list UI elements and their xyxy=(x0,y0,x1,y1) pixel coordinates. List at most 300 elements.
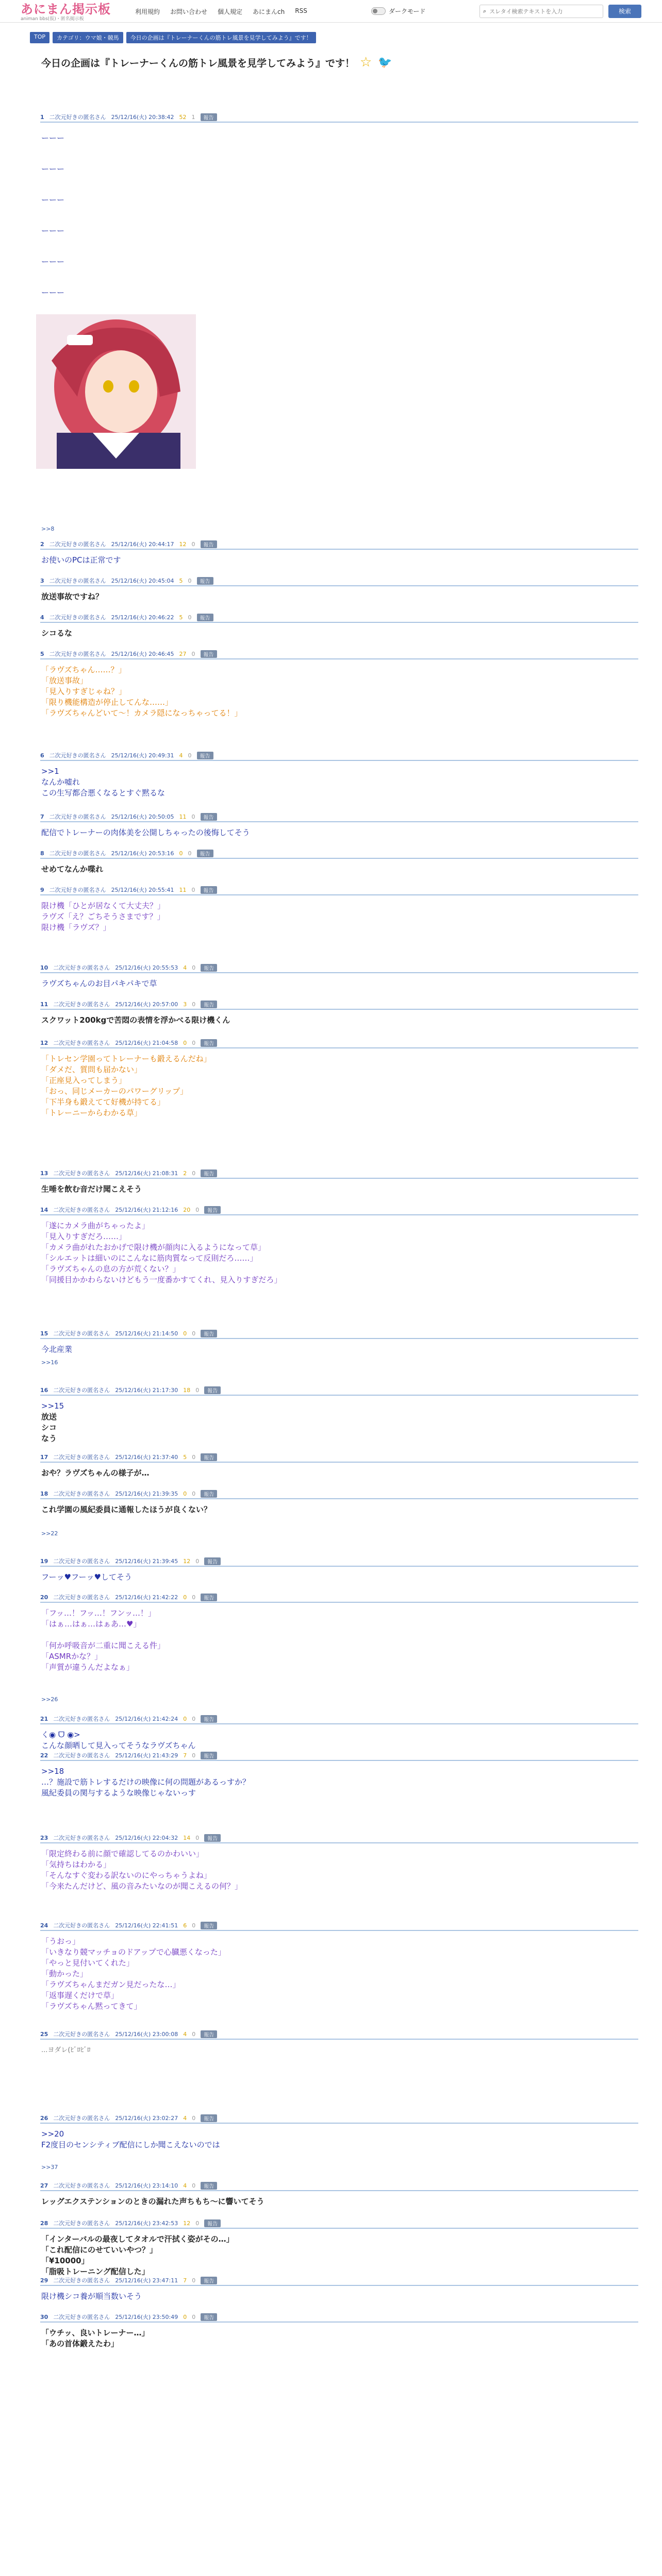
poster-name: 二次元好きの匿名さん xyxy=(53,1752,110,1759)
bad-count[interactable]: 0 xyxy=(191,540,195,548)
report-button[interactable]: 報告 xyxy=(201,2114,217,2122)
poster-name: 二次元好きの匿名さん xyxy=(53,2277,110,2284)
good-count[interactable]: 4 xyxy=(183,2030,187,2038)
post-number[interactable]: 8 xyxy=(40,850,44,857)
poster-name: 二次元好きの匿名さん xyxy=(53,1490,110,1497)
post-line: 「ラヴズちゃんの息の方が荒くない？」 xyxy=(41,1264,180,1274)
report-button[interactable]: 報告 xyxy=(201,1453,217,1461)
post-line: 「ラヴズちゃんどいて〜！カメラ隠になっちゃってる！」 xyxy=(41,708,242,718)
poster-name: 二次元好きの匿名さん xyxy=(53,1716,110,1722)
post-line: >>1 xyxy=(41,767,59,776)
poster-name: 二次元好きの匿名さん xyxy=(53,1387,110,1394)
post-line: 「放送事故」 xyxy=(41,676,88,685)
post-line: ーーー xyxy=(41,226,65,235)
post-number[interactable]: 2 xyxy=(40,540,44,548)
site-logo[interactable] xyxy=(21,2,111,22)
post-header xyxy=(40,1489,638,1499)
post-line: 「動かった」 xyxy=(41,1969,88,1978)
poster-name: 二次元好きの匿名さん xyxy=(49,651,106,657)
post-line: 「インターバルの最夜してタオルで汗拭く姿がその…」 xyxy=(41,2234,234,2244)
report-button[interactable]: 報告 xyxy=(201,2182,217,2190)
bad-count[interactable]: 0 xyxy=(192,1752,196,1759)
top-nav xyxy=(135,7,307,16)
bad-count[interactable]: 0 xyxy=(191,886,195,893)
post-line: 「声質が違うんだよなぁ」 xyxy=(41,1663,135,1672)
logo-subtitle: animan bbs(仮)・匿名掲示板 xyxy=(21,16,84,22)
post-line: 今北産業 xyxy=(41,1345,73,1354)
post-line: これ学園の風紀委員に通報したほうが良くない？ xyxy=(41,1505,212,1514)
post-line: 「気持ちはわかる」 xyxy=(41,1860,111,1869)
poster-name: 二次元好きの匿名さん xyxy=(53,1922,110,1929)
good-count[interactable]: 0 xyxy=(183,1715,187,1722)
good-count[interactable]: 0 xyxy=(183,1594,187,1601)
report-button[interactable]: 報告 xyxy=(201,1039,217,1047)
post-date: 25/12/16(火) 20:44:17 xyxy=(111,541,174,548)
post-line: く◉ ᗜ ◉> xyxy=(41,1730,80,1739)
post-number[interactable]: 27 xyxy=(40,2182,48,2189)
crumb-thread[interactable]: 今日の企画は『トレーナーくんの筋トレ風景を見学してみよう』です！ xyxy=(126,32,316,43)
reply-link[interactable]: >>8 xyxy=(41,526,55,532)
post-line: 「ASMRかな？」 xyxy=(41,1652,103,1661)
post-date: 25/12/16(火) 21:43:29 xyxy=(115,1752,178,1759)
poster-name: 二次元好きの匿名さん xyxy=(49,887,106,893)
post-line: 限け機シコ養が順当数いそう xyxy=(41,2292,142,2301)
post-number[interactable]: 28 xyxy=(40,2219,48,2227)
report-button[interactable]: 報告 xyxy=(201,113,217,121)
bad-count[interactable]: 0 xyxy=(188,752,192,759)
logo-title: あにまん掲示板 xyxy=(21,2,111,16)
poster-name: 二次元好きの匿名さん xyxy=(53,1040,110,1046)
nav-rss[interactable]: RSS xyxy=(295,7,307,14)
post-line: シコ xyxy=(41,1423,57,1432)
post-date: 25/12/16(火) 20:38:42 xyxy=(111,114,174,121)
poster-name: 二次元好きの匿名さん xyxy=(53,1558,110,1565)
post-number[interactable]: 14 xyxy=(40,1206,48,1213)
post-line: 「遂にカメラ曲がちゃったよ」 xyxy=(41,1221,150,1230)
poster-name: 二次元好きの匿名さん xyxy=(53,1001,110,1008)
post-header xyxy=(40,751,638,761)
poster-name: 二次元好きの匿名さん xyxy=(49,814,106,820)
report-button[interactable]: 報告 xyxy=(201,1715,217,1723)
post-line: スクワット200kgで苦悶の表情を浮かべる限け機くん xyxy=(41,1015,230,1025)
search-input[interactable] xyxy=(489,8,592,15)
report-button[interactable]: 報告 xyxy=(204,1206,221,1214)
post-line: 「正座見入ってしまう」 xyxy=(41,1076,127,1085)
post-number[interactable]: 9 xyxy=(40,886,44,893)
post-number[interactable]: 13 xyxy=(40,1170,48,1177)
nav-animanch[interactable]: あにまんch xyxy=(253,8,285,15)
post-line: 放送 xyxy=(41,1412,57,1421)
twitter-icon[interactable]: 🐦 xyxy=(378,56,392,69)
bad-count[interactable]: 0 xyxy=(192,2182,196,2189)
post-date: 25/12/16(火) 21:39:35 xyxy=(115,1490,178,1497)
post-date: 25/12/16(火) 22:41:51 xyxy=(115,1922,178,1929)
bad-count[interactable]: 0 xyxy=(195,2219,200,2227)
post-line: 「うおっ」 xyxy=(41,1937,80,1946)
post-number[interactable]: 21 xyxy=(40,1715,48,1722)
post-number[interactable]: 29 xyxy=(40,2277,48,2284)
good-count[interactable]: 27 xyxy=(179,650,187,657)
post-line: 「見入りすぎだろ……」 xyxy=(41,1232,127,1241)
star-icon[interactable]: ☆ xyxy=(360,55,372,70)
post-line: 「おっ、同じメーカーのパワーグリップ」 xyxy=(41,1087,188,1096)
poster-name: 二次元好きの匿名さん xyxy=(53,1835,110,1841)
post-line: ーーー xyxy=(41,195,65,205)
report-button[interactable]: 報告 xyxy=(201,964,217,972)
bad-count[interactable]: 1 xyxy=(191,113,195,121)
post-header xyxy=(40,1452,638,1463)
post-line: 「シルエットは細いのにこんなに筋肉質なって反則だろ……」 xyxy=(41,1253,258,1263)
report-button[interactable]: 報告 xyxy=(201,2277,217,2284)
bad-count[interactable]: 0 xyxy=(192,964,196,971)
post-date: 25/12/16(火) 21:17:30 xyxy=(115,1387,178,1394)
reply-link[interactable]: >>26 xyxy=(41,1696,58,1703)
bad-count[interactable]: 0 xyxy=(195,1834,200,1841)
post-header xyxy=(40,849,638,859)
bad-count[interactable]: 0 xyxy=(192,1594,196,1601)
poster-name: 二次元好きの匿名さん xyxy=(53,2115,110,2122)
bad-count[interactable]: 0 xyxy=(195,1557,200,1565)
report-button[interactable]: 報告 xyxy=(201,1490,217,1498)
good-count[interactable]: 11 xyxy=(179,813,187,820)
report-button[interactable]: 報告 xyxy=(197,577,213,585)
post-line: >>15 xyxy=(41,1401,64,1411)
post-date: 25/12/16(火) 20:57:00 xyxy=(115,1001,178,1008)
post-number[interactable]: 5 xyxy=(40,650,44,657)
report-button[interactable]: 報告 xyxy=(197,850,213,857)
post-header xyxy=(40,1751,638,1761)
post-line: フーッ♥フーッ♥してそう xyxy=(41,1572,132,1582)
post-line: 「脂吸トレーニング配信した」 xyxy=(41,2267,150,2276)
post-line: 「限り機能構造が停止してんな……」 xyxy=(41,698,173,707)
bad-count[interactable]: 0 xyxy=(192,1490,196,1497)
post-header xyxy=(40,1714,638,1724)
crumb-category[interactable]: カテゴリ：ウマ娘・競馬 xyxy=(53,32,123,43)
breadcrumb xyxy=(30,32,316,43)
post-date: 25/12/16(火) 20:50:05 xyxy=(111,814,174,820)
post-header xyxy=(40,2181,638,2191)
report-button[interactable]: 報告 xyxy=(201,1922,217,1929)
post-line: 「これ配信にのせていいやつ？」 xyxy=(41,2245,158,2255)
post-date: 25/12/16(火) 20:46:22 xyxy=(111,614,174,621)
post-date: 25/12/16(火) 21:42:24 xyxy=(115,1716,178,1722)
report-button[interactable]: 報告 xyxy=(201,886,217,894)
post-number[interactable]: 11 xyxy=(40,1001,48,1008)
good-count[interactable]: 0 xyxy=(183,1490,187,1497)
thread-title-row xyxy=(41,55,392,70)
search-icon: ⌕ xyxy=(483,8,487,14)
bad-count[interactable]: 0 xyxy=(192,1001,196,1008)
good-count[interactable]: 52 xyxy=(179,113,187,121)
post-line: 「トレセン学園ってトレーナーも鍛えるんだね」 xyxy=(41,1054,211,1063)
post-header xyxy=(40,539,638,550)
post-date: 25/12/16(火) 22:04:32 xyxy=(115,1835,178,1841)
good-count[interactable]: 6 xyxy=(183,1922,187,1929)
nav-terms[interactable]: 利用規約 xyxy=(135,8,160,15)
attached-image[interactable] xyxy=(36,314,196,469)
post-header xyxy=(40,1205,638,1215)
post-date: 25/12/16(火) 20:49:31 xyxy=(111,752,174,759)
crumb-top[interactable]: TOP xyxy=(30,32,49,43)
report-button[interactable]: 報告 xyxy=(201,1001,217,1008)
post-number[interactable]: 30 xyxy=(40,2313,48,2320)
good-count[interactable]: 12 xyxy=(179,540,187,548)
post-date: 25/12/16(火) 23:14:10 xyxy=(115,2182,178,2189)
post-line: 「ダメだ、質問も届かない」 xyxy=(41,1065,142,1074)
post-header xyxy=(40,2113,638,2124)
post-header xyxy=(40,1329,638,1339)
report-button[interactable]: 報告 xyxy=(197,614,213,621)
bad-count[interactable]: 0 xyxy=(192,1715,196,1722)
bad-count[interactable]: 0 xyxy=(195,1206,200,1213)
good-count[interactable]: 0 xyxy=(183,2313,187,2320)
post-number[interactable]: 24 xyxy=(40,1922,48,1929)
good-count[interactable]: 4 xyxy=(183,2114,187,2122)
post-line: …？施設で筋トレするだけの映像に何の問題があるっすか？ xyxy=(41,1777,251,1787)
post-number[interactable]: 7 xyxy=(40,813,44,820)
good-count[interactable]: 2 xyxy=(183,1170,187,1177)
post-line: なんか嘘れ xyxy=(41,777,80,787)
report-button[interactable]: 報告 xyxy=(201,2313,217,2321)
post-date: 25/12/16(火) 21:04:58 xyxy=(115,1040,178,1046)
post-number[interactable]: 23 xyxy=(40,1834,48,1841)
poster-name: 二次元好きの匿名さん xyxy=(53,964,110,971)
post-header xyxy=(40,885,638,895)
post-number[interactable]: 4 xyxy=(40,614,44,621)
good-count[interactable]: 18 xyxy=(183,1386,191,1394)
post-line: >>20 xyxy=(41,2129,64,2139)
report-button[interactable]: 報告 xyxy=(201,540,217,548)
nav-privacy[interactable]: 個人規定 xyxy=(218,8,243,15)
good-count[interactable]: 4 xyxy=(183,2182,187,2189)
post-header xyxy=(40,2276,638,2286)
post-number[interactable]: 19 xyxy=(40,1557,48,1565)
poster-name: 二次元好きの匿名さん xyxy=(53,2182,110,2189)
site-header xyxy=(0,0,662,23)
post-header xyxy=(40,1168,638,1179)
post-line: 「あの首体鍛えたわ」 xyxy=(41,2339,119,2348)
poster-name: 二次元好きの匿名さん xyxy=(53,1454,110,1461)
report-button[interactable]: 報告 xyxy=(201,1594,217,1601)
post-date: 25/12/16(火) 20:55:53 xyxy=(115,964,178,971)
bad-count[interactable]: 0 xyxy=(192,1039,196,1046)
post-line: 「¥10000」 xyxy=(41,2256,89,2265)
page-title: 今日の企画は『トレーナーくんの筋トレ風景を見学してみよう』です！ xyxy=(41,57,355,69)
post-line: 「下半身も鍛えてて好機が持てる」 xyxy=(41,1097,166,1107)
bad-count[interactable]: 0 xyxy=(191,813,195,820)
post-header xyxy=(40,576,638,586)
post-line: 放送事故ですね？ xyxy=(41,592,104,601)
post-number[interactable]: 6 xyxy=(40,752,44,759)
post-line: こんな顔晒して見入ってそうなラヴズちゃん xyxy=(41,1741,196,1750)
good-count[interactable]: 11 xyxy=(179,886,187,893)
post-header xyxy=(40,2312,638,2323)
good-count[interactable]: 4 xyxy=(179,752,183,759)
post-line: シコるな xyxy=(41,629,73,638)
post-line: ーーー xyxy=(41,164,65,174)
good-count[interactable]: 3 xyxy=(183,1001,187,1008)
poster-name: 二次元好きの匿名さん xyxy=(49,752,106,759)
poster-name: 二次元好きの匿名さん xyxy=(53,2031,110,2038)
bad-count[interactable]: 0 xyxy=(192,1170,196,1177)
post-header xyxy=(40,613,638,623)
report-button[interactable]: 報告 xyxy=(201,650,217,658)
post-number[interactable]: 26 xyxy=(40,2114,48,2122)
report-button[interactable]: 報告 xyxy=(201,1170,217,1177)
good-count[interactable]: 7 xyxy=(183,1752,187,1759)
post-line: なう xyxy=(41,1434,57,1443)
post-number[interactable]: 22 xyxy=(40,1752,48,1759)
good-count[interactable]: 5 xyxy=(179,577,183,584)
post-line: 「ラヴズちゃん……？」 xyxy=(41,665,126,674)
report-button[interactable]: 報告 xyxy=(201,813,217,821)
post-line: ーーー xyxy=(41,288,65,297)
poster-name: 二次元好きの匿名さん xyxy=(53,1594,110,1601)
post-date: 25/12/16(火) 20:45:04 xyxy=(111,578,174,584)
post-line: 「何か呼吸音が二重に聞こえる件」 xyxy=(41,1641,166,1650)
bad-count[interactable]: 0 xyxy=(192,2277,196,2284)
post-line: ...ヨダレ(ﾋﾞﾛﾋﾞﾛ xyxy=(41,2046,91,2054)
post-header xyxy=(40,1833,638,1843)
report-button[interactable]: 報告 xyxy=(204,1386,221,1394)
good-count[interactable]: 0 xyxy=(183,1039,187,1046)
post-line: 「トレーニーからわかる草」 xyxy=(41,1108,142,1117)
post-line: 「いきなり競マッチョのドアップで心臓悪くなった」 xyxy=(41,1947,226,1957)
bad-count[interactable]: 0 xyxy=(192,1453,196,1461)
reply-link[interactable]: >>37 xyxy=(41,2164,58,2171)
good-count[interactable]: 4 xyxy=(183,964,187,971)
bad-count[interactable]: 0 xyxy=(192,1922,196,1929)
reply-link[interactable]: >>16 xyxy=(41,1359,58,1366)
dark-mode-toggle[interactable] xyxy=(371,7,426,15)
good-count[interactable]: 14 xyxy=(183,1834,191,1841)
post-line: 「カメラ曲がれたおかげで限け機が顔肉に入るようになって草」 xyxy=(41,1243,266,1252)
post-line: 「フッ…！フッ…！フンッ…！」 xyxy=(41,1608,156,1618)
good-count[interactable]: 5 xyxy=(183,1453,187,1461)
post-date: 25/12/16(火) 23:50:49 xyxy=(115,2314,178,2320)
post-line: 配信でトレーナーの肉体美を公開しちゃったの後悔してそう xyxy=(41,828,250,837)
post-line: ーーー xyxy=(41,133,65,143)
post-date: 25/12/16(火) 23:42:53 xyxy=(115,2220,178,2227)
post-line: 風紀委員の関与するような映像じゃないっす xyxy=(41,1788,196,1798)
post-date: 25/12/16(火) 20:53:16 xyxy=(111,850,174,857)
bad-count[interactable]: 0 xyxy=(192,2313,196,2320)
post-line: ラヴズ「え？ごちそうさまです？」 xyxy=(41,912,165,921)
post-line: 「ラヴズちゃんまだガン見だったな…」 xyxy=(41,1980,180,1989)
bad-count[interactable]: 0 xyxy=(195,1386,200,1394)
poster-name: 二次元好きの匿名さん xyxy=(53,1330,110,1337)
post-line: 「ラヴズちゃん黙ってきて」 xyxy=(41,2002,142,2011)
poster-name: 二次元好きの匿名さん xyxy=(53,2314,110,2320)
post-date: 25/12/16(火) 21:08:31 xyxy=(115,1170,178,1177)
nav-contact[interactable]: お問い合わせ xyxy=(170,8,208,15)
post-date: 25/12/16(火) 23:00:08 xyxy=(115,2031,178,2038)
post-header xyxy=(40,1592,638,1603)
report-button[interactable]: 報告 xyxy=(201,1330,217,1337)
post-line: F2度目のセンシティブ配信にしか聞こえないのでは xyxy=(41,2140,220,2149)
post-number[interactable]: 3 xyxy=(40,577,44,584)
post-number[interactable]: 25 xyxy=(40,2030,48,2038)
post-line: ラヴズちゃんのお目パキパキで草 xyxy=(41,979,157,988)
good-count[interactable]: 5 xyxy=(179,614,183,621)
bad-count[interactable]: 0 xyxy=(188,850,192,857)
poster-name: 二次元好きの匿名さん xyxy=(49,114,106,121)
post-header xyxy=(40,963,638,973)
post-line: 「限定終わる前に顔で確認してるのかわいい」 xyxy=(41,1849,204,1858)
good-count[interactable]: 20 xyxy=(183,1206,191,1213)
report-button[interactable]: 報告 xyxy=(204,1557,221,1565)
post-header xyxy=(40,1038,638,1048)
dark-mode-label: ダークモード xyxy=(389,8,426,15)
bad-count[interactable]: 0 xyxy=(188,614,192,621)
post-number[interactable]: 10 xyxy=(40,964,48,971)
post-date: 25/12/16(火) 21:14:50 xyxy=(115,1330,178,1337)
post-date: 25/12/16(火) 20:46:45 xyxy=(111,651,174,657)
good-count[interactable]: 12 xyxy=(183,1557,191,1565)
post-line: 「見入りすぎじゃね？」 xyxy=(41,687,127,696)
reply-link[interactable]: >>22 xyxy=(41,1530,58,1537)
bad-count[interactable]: 0 xyxy=(192,2030,196,2038)
post-header xyxy=(40,812,638,822)
post-line: 限け機「ひとが居なくて大丈夫？」 xyxy=(41,901,166,910)
post-line: 「同援目かかわらないけどもう一度番かすてくれ、見入りすぎだろ」 xyxy=(41,1275,282,1284)
good-count[interactable]: 0 xyxy=(183,1330,187,1337)
good-count[interactable]: 7 xyxy=(183,2277,187,2284)
post-number[interactable]: 12 xyxy=(40,1039,48,1046)
post-date: 25/12/16(火) 23:47:11 xyxy=(115,2277,178,2284)
report-button[interactable]: 報告 xyxy=(204,2219,221,2227)
post-number[interactable]: 16 xyxy=(40,1386,48,1394)
poster-name: 二次元好きの匿名さん xyxy=(53,1170,110,1177)
poster-name: 二次元好きの匿名さん xyxy=(53,1207,110,1213)
post-line: お使いのPCは正常です xyxy=(41,555,121,565)
bad-count[interactable]: 0 xyxy=(192,1330,196,1337)
post-number[interactable]: 1 xyxy=(40,113,44,121)
bad-count[interactable]: 0 xyxy=(192,2114,196,2122)
post-number[interactable]: 20 xyxy=(40,1594,48,1601)
post-line: 生唾を飲む音だけ聞こえそう xyxy=(41,1184,142,1194)
post-line: 「ウチッ、良いトレーナー…」 xyxy=(41,2328,150,2337)
post-date: 25/12/16(火) 21:12:16 xyxy=(115,1207,178,1213)
post-header xyxy=(40,649,638,659)
bad-count[interactable]: 0 xyxy=(188,577,192,584)
report-button[interactable]: 報告 xyxy=(197,752,213,759)
post-number[interactable]: 15 xyxy=(40,1330,48,1337)
good-count[interactable]: 12 xyxy=(183,2219,191,2227)
post-header xyxy=(40,112,638,123)
toggle-switch[interactable] xyxy=(371,7,386,15)
poster-name: 二次元好きの匿名さん xyxy=(49,578,106,584)
search-button[interactable]: 検索 xyxy=(608,5,641,18)
bad-count[interactable]: 0 xyxy=(191,650,195,657)
post-date: 25/12/16(火) 23:02:27 xyxy=(115,2115,178,2122)
report-button[interactable]: 報告 xyxy=(201,2030,217,2038)
post-number[interactable]: 18 xyxy=(40,1490,48,1497)
post-line: 「今来たんだけど、風の音みたいなのが聞こえるの何？」 xyxy=(41,1882,243,1891)
poster-name: 二次元好きの匿名さん xyxy=(53,2220,110,2227)
report-button[interactable]: 報告 xyxy=(201,1752,217,1759)
post-line: おや？ラヴズちゃんの様子が… xyxy=(41,1468,150,1478)
post-number[interactable]: 17 xyxy=(40,1453,48,1461)
good-count[interactable]: 0 xyxy=(179,850,183,857)
post-header xyxy=(40,1921,638,1931)
post-date: 25/12/16(火) 21:39:45 xyxy=(115,1558,178,1565)
post-line: レッグエクステンションのときの漏れた声ちもち〜に響いてそう xyxy=(41,2197,264,2206)
post-date: 25/12/16(火) 20:55:41 xyxy=(111,887,174,893)
report-button[interactable]: 報告 xyxy=(204,1834,221,1842)
poster-name: 二次元好きの匿名さん xyxy=(49,541,106,548)
poster-name: 二次元好きの匿名さん xyxy=(49,850,106,857)
